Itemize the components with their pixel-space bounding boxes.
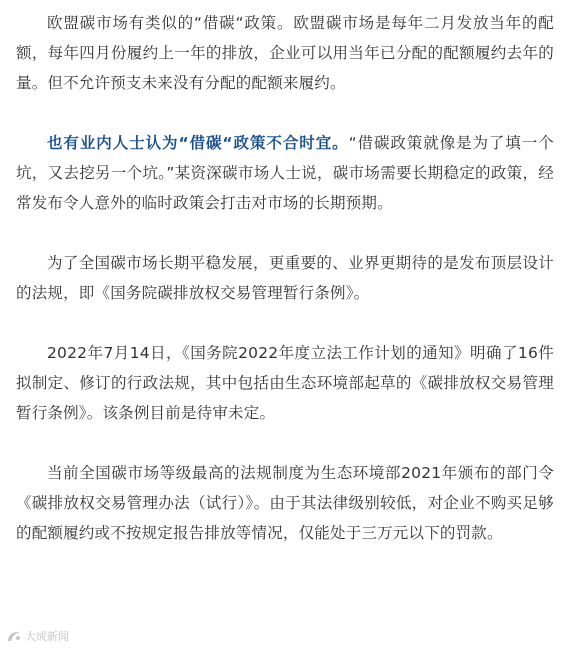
paragraph-text: 2022年7月14日，《国务院2022年度立法工作计划的通知》明确了16件拟制定、修订的行政法规，其中包括由生态环境部起草的《碳排放权交易管理暂行条例》。该条例目前是待审未定。	[16, 344, 554, 422]
paragraph-industry-view	[16, 128, 554, 218]
watermark-text: 大成新闻	[25, 630, 69, 643]
highlighted-lead-sentence: 也有业内人士认为“借碳“政策不合时宜。	[47, 134, 349, 152]
paragraph-spacer	[16, 428, 554, 458]
paragraph-eu-borrowing	[16, 8, 554, 98]
paragraph-spacer	[16, 308, 554, 338]
paragraph-spacer	[16, 218, 554, 248]
publisher-watermark	[6, 628, 69, 644]
paragraph-text: 当前全国碳市场等级最高的法规制度为生态环境部2021年颁布的部门令《碳排放权交易管理办法（试行）》。由于其法律级别较低，对企业不购买足够的配额履约或不按规定报告排放等情况，仅能处于三万元以下的罚款。	[16, 464, 554, 542]
paragraph-text: “借碳政策就像是为了填一个坑，又去挖另一个坑。”某资深碳市场人士说，碳市场需要长期稳定的政策，经常发布令人意外的临时政策会打击对市场的长期预期。	[16, 134, 554, 212]
paragraph-spacer	[16, 98, 554, 128]
paragraph-regulation	[16, 248, 554, 308]
paragraph-legislative-plan	[16, 338, 554, 428]
paragraph-current-rules	[16, 458, 554, 548]
publisher-logo-icon	[6, 629, 22, 643]
paragraph-text: 欧盟碳市场有类似的“借碳“政策。欧盟碳市场是每年二月发放当年的配额，每年四月份履约上一年的排放，企业可以用当年已分配的配额履约去年的量。但不允许预支未来没有分配的配额来履约。	[16, 14, 554, 92]
article-body	[16, 8, 554, 548]
paragraph-text: 为了全国碳市场长期平稳发展，更重要的、业界更期待的是发布顶层设计的法规，即《国务院碳排放权交易管理暂行条例》。	[16, 254, 554, 302]
